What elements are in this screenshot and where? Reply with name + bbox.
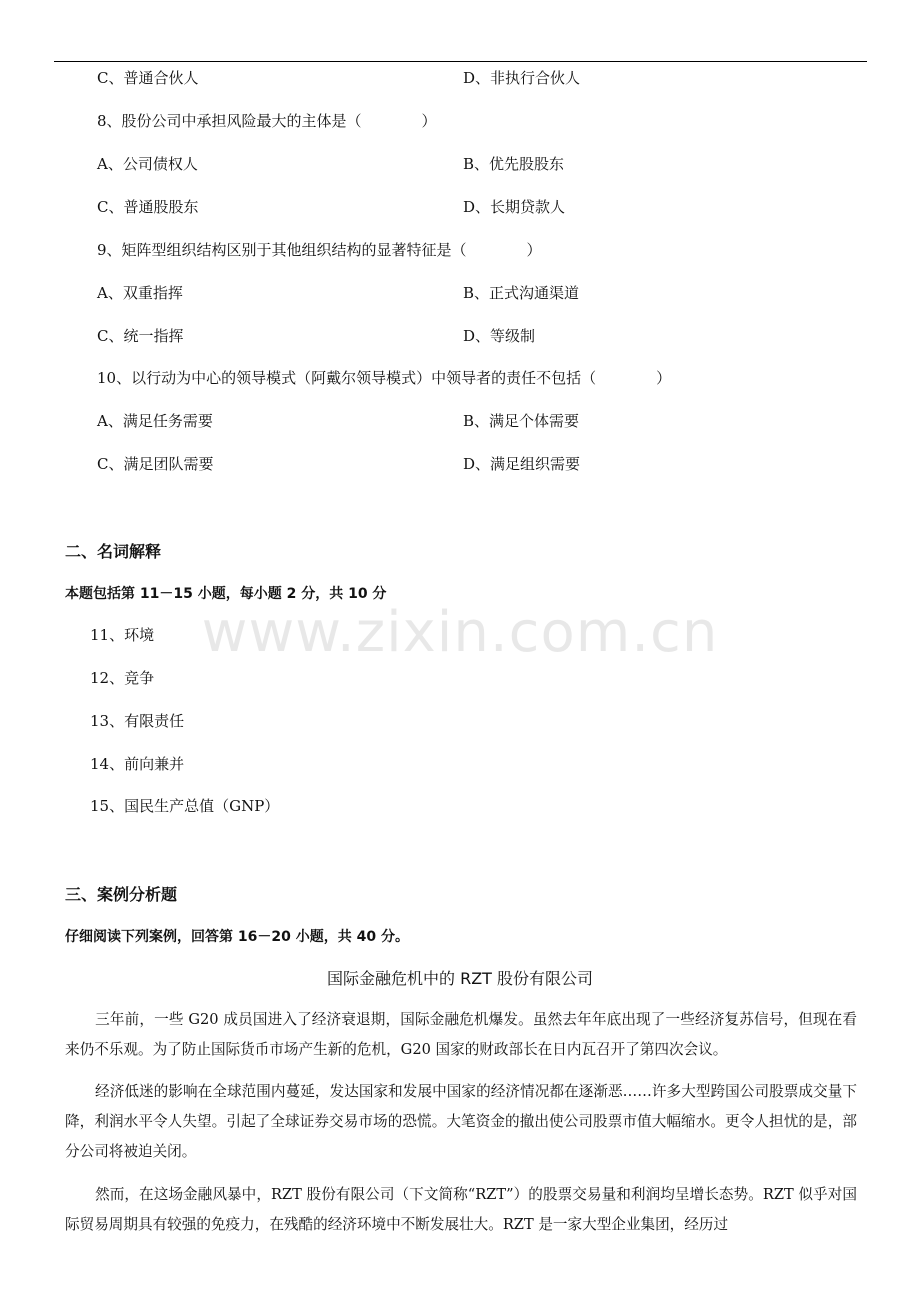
header-rule [54, 61, 867, 62]
q10-option-c: C、满足团队需要 [97, 455, 214, 473]
q9-option-c: C、统一指挥 [97, 327, 184, 345]
q8-stem: 8、股份公司中承担风险最大的主体是（ ） [97, 112, 437, 130]
case-paragraph-text: 然而，在这场金融风暴中，RZT 股份有限公司（下文简称“RZT”）的股票交易量和利润均呈增长态势。RZT 似乎对国际贸易周期具有较强的免疫力，在残酷的经济环境中不断发展壮大。RZT 是一家大型企业集团，经历过 [65, 1186, 857, 1233]
case-paragraph-3 [65, 1180, 857, 1240]
term-item: 11、环境 [90, 626, 155, 644]
q10-option-d: D、满足组织需要 [463, 455, 581, 473]
q9-option-d: D、等级制 [463, 327, 536, 345]
watermark-text: www.zixin.com.cn [201, 600, 719, 665]
section2-title: 二、名词解释 [65, 542, 162, 561]
term-item: 15、国民生产总值（GNP） [90, 797, 280, 815]
q10-stem: 10、以行动为中心的领导模式（阿戴尔领导模式）中领导者的责任不包括（ ） [97, 369, 672, 387]
q10-option-a: A、满足任务需要 [97, 412, 213, 430]
section3-note: 仔细阅读下列案例，回答第 16－20 小题，共 40 分。 [65, 929, 409, 945]
case-paragraph-text: 经济低迷的影响在全球范围内蔓延，发达国家和发展中国家的经济情况都在逐渐恶……许多大型跨国公司股票成交量下降，利润水平令人失望。引起了全球证券交易市场的恐慌。大笔资金的撤出使公司股票市值大幅缩水。更令人担忧的是，部分公司将被迫关闭。 [65, 1083, 857, 1160]
q7-option-c: C、普通合伙人 [97, 69, 199, 87]
q8-option-b: B、优先股股东 [463, 155, 565, 173]
term-item: 12、竞争 [90, 669, 155, 687]
q8-option-d: D、长期贷款人 [463, 198, 566, 216]
term-item: 14、前向兼并 [90, 755, 185, 773]
term-item: 13、有限责任 [90, 712, 185, 730]
case-title: 国际金融危机中的 RZT 股份有限公司 [326, 969, 594, 988]
case-paragraph-2 [65, 1077, 857, 1167]
q8-option-c: C、普通股股东 [97, 198, 199, 216]
case-paragraph-text: 三年前，一些 G20 成员国进入了经济衰退期，国际金融危机爆发。虽然去年年底出现了一些经济复苏信号，但现在看来仍不乐观。为了防止国际货币市场产生新的危机，G20 国家的财政部长在日内瓦召开了第四次会议。 [65, 1011, 857, 1058]
section3-title: 三、案例分析题 [65, 885, 178, 904]
q9-option-b: B、正式沟通渠道 [463, 284, 580, 302]
section2-note: 本题包括第 11－15 小题，每小题 2 分，共 10 分 [65, 586, 387, 602]
q9-option-a: A、双重指挥 [97, 284, 183, 302]
q7-option-d: D、非执行合伙人 [463, 69, 581, 87]
q9-stem: 9、矩阵型组织结构区别于其他组织结构的显著特征是（ ） [97, 241, 542, 259]
q10-option-b: B、满足个体需要 [463, 412, 580, 430]
case-paragraph-1 [65, 1005, 857, 1065]
q8-option-a: A、公司债权人 [97, 155, 198, 173]
